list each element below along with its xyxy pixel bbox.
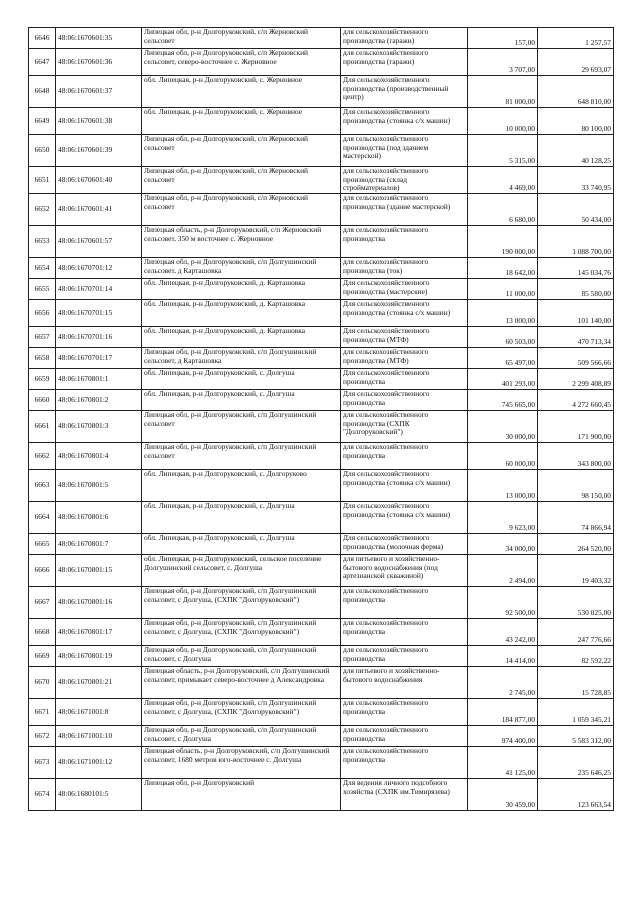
cadastral-number-cell: 48:06:1670801:4 xyxy=(56,443,142,470)
land-use-cell: для сельскохозяйственного производства (под зданием мастерской) xyxy=(341,135,468,167)
cadastral-number-cell: 48:06:1671001:8 xyxy=(56,699,142,726)
area-cell: 157,00 xyxy=(468,28,538,49)
row-number-cell: 6653 xyxy=(29,226,56,258)
row-number-cell: 6649 xyxy=(29,108,56,135)
row-number-cell: 6666 xyxy=(29,555,56,587)
table-row xyxy=(29,646,614,667)
area-cell: 18 642,00 xyxy=(468,258,538,279)
row-number-cell: 6662 xyxy=(29,443,56,470)
cadastral-number-cell: 48:06:1670601:36 xyxy=(56,49,142,76)
land-use-cell: для питьевого и хозяйственно-бытового водоснабжения (под артезианской скважиной) xyxy=(341,555,468,587)
address-cell: Липецкая область, р-н Долгоруковский, с/п Долгушинский сельсовет, примыкает северо-восточнее д Александровка xyxy=(142,667,341,699)
area-cell: 60 000,00 xyxy=(468,443,538,470)
cadastral-value-cell: 29 693,07 xyxy=(538,49,614,76)
area-cell: 4 469,00 xyxy=(468,167,538,194)
table-row xyxy=(29,108,614,135)
cadastral-number-cell: 48:06:1670801:16 xyxy=(56,587,142,619)
cadastral-number-cell: 48:06:1670801:15 xyxy=(56,555,142,587)
area-cell: 81 000,00 xyxy=(468,76,538,108)
area-cell: 3 707,00 xyxy=(468,49,538,76)
cadastral-value-cell: 85 580,00 xyxy=(538,279,614,300)
address-cell: Липецкая обл, р-н Долгоруковский, с/п Долгушинский сельсовет, д Карташовка xyxy=(142,258,341,279)
address-cell: Липецкая обл, р-н Долгоруковский xyxy=(142,779,341,811)
cadastral-number-cell: 48:06:1670701:14 xyxy=(56,279,142,300)
cadastral-value-cell: 82 592,22 xyxy=(538,646,614,667)
table-row xyxy=(29,279,614,300)
address-cell: обл. Липецкая, р-н Долгоруковский, с. Долгуша xyxy=(142,534,341,555)
cadastral-number-cell: 48:06:1670801:2 xyxy=(56,390,142,411)
address-cell: обл. Липецкая, р-н Долгоруковский, с. Долгуша xyxy=(142,502,341,534)
land-use-cell: для сельскохозяйственного производства xyxy=(341,443,468,470)
area-cell: 34 000,00 xyxy=(468,534,538,555)
cadastral-number-cell: 48:06:1670601:39 xyxy=(56,135,142,167)
land-use-cell: Для ведения личного подсобного хозяйства (СХПК им.Тимирязева) xyxy=(341,779,468,811)
table-row xyxy=(29,470,614,502)
address-cell: обл. Липецкая, р-н Долгоруковский, с. Жерновное xyxy=(142,108,341,135)
cadastral-value-cell: 74 866,94 xyxy=(538,502,614,534)
land-use-cell: Для сельскохозяйственного производства (МТФ) xyxy=(341,327,468,348)
area-cell: 30 000,00 xyxy=(468,411,538,443)
land-registry-table xyxy=(28,27,614,811)
land-use-cell: Для сельскохозяйственного производства (молочная ферма) xyxy=(341,534,468,555)
cadastral-value-cell: 33 740,95 xyxy=(538,167,614,194)
cadastral-number-cell: 48:06:1670801:7 xyxy=(56,534,142,555)
table-row xyxy=(29,76,614,108)
cadastral-value-cell: 101 140,00 xyxy=(538,300,614,327)
area-cell: 9 623,00 xyxy=(468,502,538,534)
land-use-cell: для сельскохозяйственного производства xyxy=(341,226,468,258)
cadastral-number-cell: 48:06:1670801:21 xyxy=(56,667,142,699)
cadastral-number-cell: 48:06:1670801:5 xyxy=(56,470,142,502)
address-cell: Липецкая обл, р-н Долгоруковский, с/п Долгушинский сельсовет, с Долгуша xyxy=(142,726,341,747)
table-row xyxy=(29,390,614,411)
area-cell: 974 400,00 xyxy=(468,726,538,747)
table-row xyxy=(29,443,614,470)
table-row xyxy=(29,194,614,226)
table-row xyxy=(29,502,614,534)
cadastral-value-cell: 145 034,76 xyxy=(538,258,614,279)
land-use-cell: Для сельскохозяйственного производства (стоянка с/х машин) xyxy=(341,108,468,135)
address-cell: обл. Липецкая, р-н Долгоруковский, сельское поселение Долгушинский сельсовет, с. Долгуша xyxy=(142,555,341,587)
row-number-cell: 6657 xyxy=(29,327,56,348)
address-cell: обл. Липецкая, р-н Долгоруковский, с. Долгуша xyxy=(142,390,341,411)
cadastral-number-cell: 48:06:1671001:12 xyxy=(56,747,142,779)
area-cell: 401 293,00 xyxy=(468,369,538,390)
land-use-cell: Для сельскохозяйственного производства (производственный центр) xyxy=(341,76,468,108)
cadastral-value-cell: 19 403,32 xyxy=(538,555,614,587)
land-use-cell: Для сельскохозяйственного производства (стоянка с/х машин) xyxy=(341,300,468,327)
cadastral-number-cell: 48:06:1670701:17 xyxy=(56,348,142,369)
row-number-cell: 6664 xyxy=(29,502,56,534)
row-number-cell: 6646 xyxy=(29,28,56,49)
row-number-cell: 6659 xyxy=(29,369,56,390)
table-row xyxy=(29,619,614,646)
land-use-cell: для сельскохозяйственного производства xyxy=(341,587,468,619)
area-cell: 65 497,00 xyxy=(468,348,538,369)
cadastral-number-cell: 48:06:1680101:5 xyxy=(56,779,142,811)
cadastral-value-cell: 648 810,00 xyxy=(538,76,614,108)
address-cell: Липецкая обл, р-н Долгоруковский, с/п Долгушинский сельсовет xyxy=(142,443,341,470)
row-number-cell: 6650 xyxy=(29,135,56,167)
cadastral-number-cell: 48:06:1670701:16 xyxy=(56,327,142,348)
table-row xyxy=(29,226,614,258)
row-number-cell: 6647 xyxy=(29,49,56,76)
land-use-cell: для сельскохозяйственного производства xyxy=(341,747,468,779)
cadastral-number-cell: 48:06:1670801:1 xyxy=(56,369,142,390)
land-use-cell: для сельскохозяйственного производства xyxy=(341,619,468,646)
row-number-cell: 6652 xyxy=(29,194,56,226)
row-number-cell: 6656 xyxy=(29,300,56,327)
row-number-cell: 6671 xyxy=(29,699,56,726)
area-cell: 43 242,00 xyxy=(468,619,538,646)
table-row xyxy=(29,369,614,390)
cadastral-value-cell: 15 728,85 xyxy=(538,667,614,699)
row-number-cell: 6651 xyxy=(29,167,56,194)
address-cell: обл. Липецкая, р-н Долгоруковский, д. Карташовка xyxy=(142,279,341,300)
cadastral-number-cell: 48:06:1670601:41 xyxy=(56,194,142,226)
address-cell: Липецкая обл, р-н Долгоруковский, с/п Долгушинский сельсовет, с Долгуша, (СХПК "Долгоруковский") xyxy=(142,619,341,646)
address-cell: обл. Липецкая, р-н Долгоруковский, д. Карташовка xyxy=(142,327,341,348)
cadastral-number-cell: 48:06:1670601:57 xyxy=(56,226,142,258)
row-number-cell: 6673 xyxy=(29,747,56,779)
land-use-cell: Для сельскохозяйственного производства xyxy=(341,369,468,390)
row-number-cell: 6672 xyxy=(29,726,56,747)
table-row xyxy=(29,779,614,811)
table-row xyxy=(29,747,614,779)
cadastral-value-cell: 343 800,00 xyxy=(538,443,614,470)
area-cell: 184 877,00 xyxy=(468,699,538,726)
row-number-cell: 6654 xyxy=(29,258,56,279)
cadastral-number-cell: 48:06:1670601:37 xyxy=(56,76,142,108)
table-row xyxy=(29,167,614,194)
cadastral-number-cell: 48:06:1671001:10 xyxy=(56,726,142,747)
cadastral-value-cell: 50 434,00 xyxy=(538,194,614,226)
table-row xyxy=(29,348,614,369)
cadastral-value-cell: 4 272 660,45 xyxy=(538,390,614,411)
table-row xyxy=(29,300,614,327)
address-cell: Липецкая область, р-н Долгоруковский, с/п Жерновский сельсовет, 350 м восточнее с. Жерновное xyxy=(142,226,341,258)
row-number-cell: 6667 xyxy=(29,587,56,619)
row-number-cell: 6665 xyxy=(29,534,56,555)
table-row xyxy=(29,258,614,279)
land-use-cell: для питьевого и хозяйственно-бытового водоснабжения xyxy=(341,667,468,699)
land-use-cell: Для сельскохозяйственного производства (мастерские) xyxy=(341,279,468,300)
table-row xyxy=(29,555,614,587)
row-number-cell: 6668 xyxy=(29,619,56,646)
cadastral-value-cell: 470 713,34 xyxy=(538,327,614,348)
table-row xyxy=(29,327,614,348)
address-cell: обл. Липецкая, р-н Долгоруковский, д. Карташовка xyxy=(142,300,341,327)
cadastral-value-cell: 264 520,00 xyxy=(538,534,614,555)
address-cell: Липецкая обл, р-н Долгоруковский, с/п Долгушинский сельсовет, с Долгуша, (СХПК "Долгоруковский") xyxy=(142,699,341,726)
address-cell: Липецкая обл, р-н Долгоруковский, с/п Жерновский сельсовет xyxy=(142,135,341,167)
land-use-cell: для сельскохозяйственного производства xyxy=(341,646,468,667)
area-cell: 13 000,00 xyxy=(468,470,538,502)
row-number-cell: 6655 xyxy=(29,279,56,300)
table-row xyxy=(29,699,614,726)
cadastral-value-cell: 80 100,00 xyxy=(538,108,614,135)
row-number-cell: 6661 xyxy=(29,411,56,443)
address-cell: обл. Липецкая, р-н Долгоруковский, с. Долгуша xyxy=(142,369,341,390)
address-cell: Липецкая обл, р-н Долгоруковский, с/п Жерновский сельсовет xyxy=(142,28,341,49)
row-number-cell: 6669 xyxy=(29,646,56,667)
land-use-cell: для сельскохозяйственного производства (МТФ) xyxy=(341,348,468,369)
table-row xyxy=(29,587,614,619)
row-number-cell: 6648 xyxy=(29,76,56,108)
cadastral-value-cell: 5 583 312,00 xyxy=(538,726,614,747)
land-use-cell: Для сельскохозяйственного производства xyxy=(341,390,468,411)
area-cell: 14 414,00 xyxy=(468,646,538,667)
row-number-cell: 6658 xyxy=(29,348,56,369)
cadastral-value-cell: 2 299 408,89 xyxy=(538,369,614,390)
table-row xyxy=(29,667,614,699)
land-use-cell: Для сельскохозяйственного производства (стоянка с/х машин) xyxy=(341,470,468,502)
address-cell: Липецкая обл, р-н Долгоруковский, с/п Долгушинский сельсовет, д Карташовка xyxy=(142,348,341,369)
cadastral-number-cell: 48:06:1670801:3 xyxy=(56,411,142,443)
land-use-cell: для сельскохозяйственного производства (здание мастерской) xyxy=(341,194,468,226)
cadastral-value-cell: 40 128,25 xyxy=(538,135,614,167)
land-use-cell: для сельскохозяйственного производства (склад стройматериалов) xyxy=(341,167,468,194)
area-cell: 11 000,00 xyxy=(468,279,538,300)
area-cell: 2 745,00 xyxy=(468,667,538,699)
land-use-cell: для сельскохозяйственного производства xyxy=(341,699,468,726)
area-cell: 60 503,00 xyxy=(468,327,538,348)
row-number-cell: 6670 xyxy=(29,667,56,699)
land-use-cell: для сельскохозяйственного производства (СХПК "Долгоруковский") xyxy=(341,411,468,443)
area-cell: 30 459,00 xyxy=(468,779,538,811)
area-cell: 10 000,00 xyxy=(468,108,538,135)
cadastral-value-cell: 1 088 700,00 xyxy=(538,226,614,258)
cadastral-value-cell: 530 025,00 xyxy=(538,587,614,619)
land-use-cell: для сельскохозяйственного производства (гаражи) xyxy=(341,28,468,49)
address-cell: Липецкая обл, р-н Долгоруковский, с/п Жерновский сельсовет xyxy=(142,167,341,194)
table-row xyxy=(29,726,614,747)
cadastral-value-cell: 171 900,00 xyxy=(538,411,614,443)
land-use-cell: для сельскохозяйственного производства (ток) xyxy=(341,258,468,279)
row-number-cell: 6663 xyxy=(29,470,56,502)
cadastral-value-cell: 1 257,57 xyxy=(538,28,614,49)
address-cell: обл. Липецкая, р-н Долгоруковский, с. Долгоруково xyxy=(142,470,341,502)
cadastral-number-cell: 48:06:1670601:35 xyxy=(56,28,142,49)
cadastral-value-cell: 509 566,66 xyxy=(538,348,614,369)
address-cell: Липецкая обл, р-н Долгоруковский, с/п Жерновский сельсовет xyxy=(142,194,341,226)
cadastral-number-cell: 48:06:1670801:17 xyxy=(56,619,142,646)
area-cell: 745 665,00 xyxy=(468,390,538,411)
area-cell: 13 000,00 xyxy=(468,300,538,327)
address-cell: обл. Липецкая, р-н Долгоруковский, с. Жерновное xyxy=(142,76,341,108)
cadastral-value-cell: 235 646,25 xyxy=(538,747,614,779)
area-cell: 92 500,00 xyxy=(468,587,538,619)
area-cell: 5 315,00 xyxy=(468,135,538,167)
address-cell: Липецкая область, р-н Долгоруковский, с/п Долгушинский сельсовет, 1680 метров юго-восточнее с. Долгуша xyxy=(142,747,341,779)
cadastral-number-cell: 48:06:1670601:40 xyxy=(56,167,142,194)
cadastral-number-cell: 48:06:1670801:6 xyxy=(56,502,142,534)
area-cell: 190 000,00 xyxy=(468,226,538,258)
table-row xyxy=(29,534,614,555)
row-number-cell: 6660 xyxy=(29,390,56,411)
cadastral-value-cell: 98 150,00 xyxy=(538,470,614,502)
cadastral-number-cell: 48:06:1670701:15 xyxy=(56,300,142,327)
area-cell: 2 494,00 xyxy=(468,555,538,587)
cadastral-number-cell: 48:06:1670601:38 xyxy=(56,108,142,135)
cadastral-number-cell: 48:06:1670701:12 xyxy=(56,258,142,279)
cadastral-value-cell: 1 059 345,21 xyxy=(538,699,614,726)
address-cell: Липецкая обл, р-н Долгоруковский, с/п Долгушинский сельсовет, с Долгуша, (СХПК "Долгоруковский") xyxy=(142,587,341,619)
area-cell: 41 125,00 xyxy=(468,747,538,779)
address-cell: Липецкая обл, р-н Долгоруковский, с/п Долгушинский сельсовет xyxy=(142,411,341,443)
table-row xyxy=(29,135,614,167)
table-row xyxy=(29,411,614,443)
table-row xyxy=(29,49,614,76)
table-row xyxy=(29,28,614,49)
area-cell: 6 680,00 xyxy=(468,194,538,226)
land-use-cell: для сельскохозяйственного производства (гаражи) xyxy=(341,49,468,76)
land-use-cell: для сельскохозяйственного производства xyxy=(341,726,468,747)
address-cell: Липецкая обл, р-н Долгоруковский, с/п Жерновский сельсовет, северо-восточнее с. Жерновное xyxy=(142,49,341,76)
land-use-cell: Для сельскохозяйственного производства (стоянка с/х машин) xyxy=(341,502,468,534)
cadastral-number-cell: 48:06:1670801:19 xyxy=(56,646,142,667)
table-body xyxy=(29,28,614,811)
cadastral-value-cell: 123 663,54 xyxy=(538,779,614,811)
address-cell: Липецкая обл, р-н Долгоруковский, с/п Долгушинский сельсовет, с Долгуша xyxy=(142,646,341,667)
cadastral-value-cell: 247 776,66 xyxy=(538,619,614,646)
row-number-cell: 6674 xyxy=(29,779,56,811)
